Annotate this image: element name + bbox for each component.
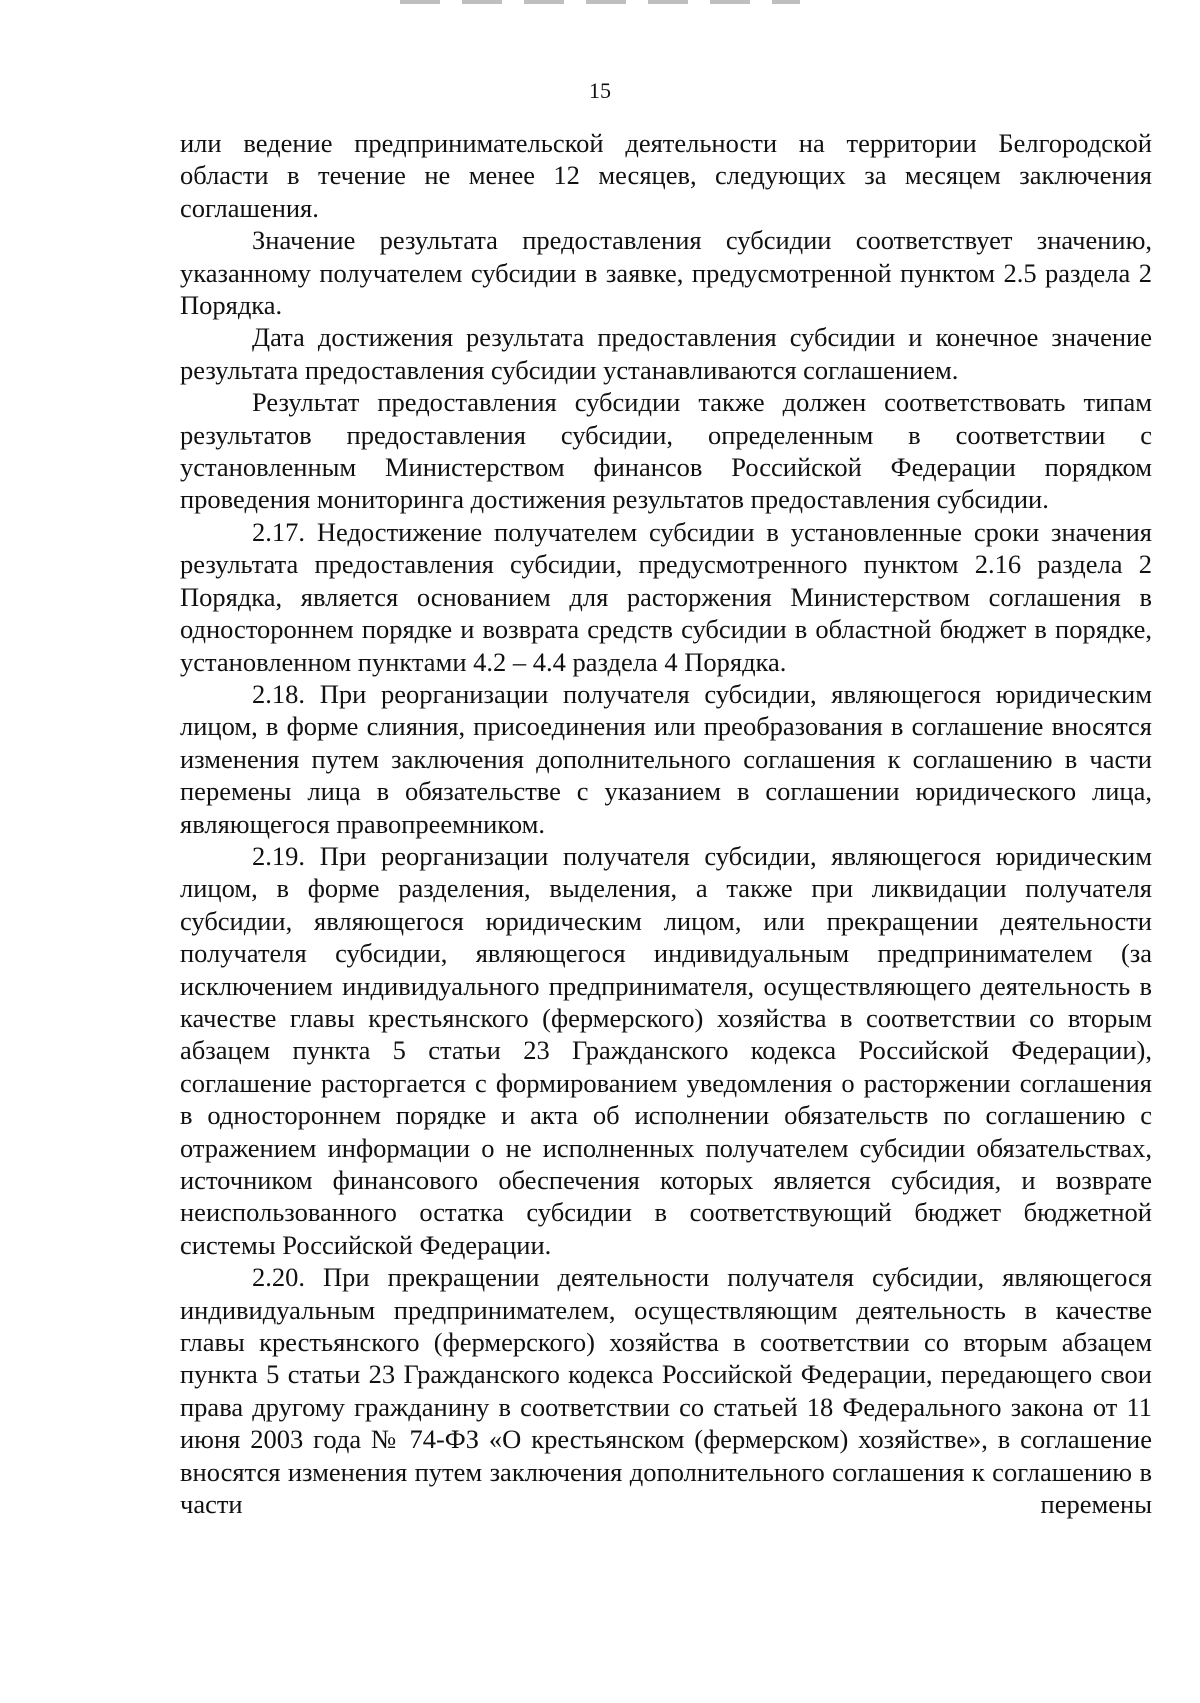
paragraph-2-17: 2.17. Недостижение получателем субсидии в установленные сроки значения результата предоставления субсидии, предусмотренного пунктом 2.16 раздела 2 Порядка, является основанием для расторжения Министерством соглашения в одностороннем порядке и возврата средств субсидии в областной бюджет в порядке, установленном пунктами 4.2 – 4.4 раздела 4 Порядка.: [180, 516, 1152, 677]
paragraph-result-value: Значение результата предоставления субсидии соответствует значению, указанному получателем субсидии в заявке, предусмотренной пунктом 2.5 раздела 2 Порядка.: [180, 225, 1152, 321]
scan-artifact: [400, 0, 800, 4]
paragraph-2-20: 2.20. При прекращении деятельности получателя субсидии, являющегося индивидуальным предпринимателем, осуществляющим деятельность в качестве главы крестьянского (фермерского) хозяйства в соответствии со вторым абзацем пункта 5 статьи 23 Гражданского кодекса Российской Федерации, передающего свои права другому гражданину в соответствии со статьей 18 Федерального закона от 11 июня 2003 года № 74-ФЗ «О крестьянском (фермерском) хозяйстве», в соглашение вносятся изменения путем заключения дополнительного соглашения к соглашению в части перемены: [180, 1262, 1152, 1520]
document-body: [180, 127, 1152, 1520]
paragraph-result-types: Результат предоставления субсидии также должен соответствовать типам результатов предоставления субсидии, определенным в соответствии с установленным Министерством финансов Российской Федерации порядком проведения мониторинга достижения результатов предоставления субсидии.: [180, 387, 1152, 515]
paragraph-2-18: 2.18. При реорганизации получателя субсидии, являющегося юридическим лицом, в форме слияния, присоединения или преобразования в соглашение вносятся изменения путем заключения дополнительного соглашения к соглашению в части перемены лица в обязательстве с указанием в соглашении юридического лица, являющегося правопреемником.: [180, 678, 1152, 839]
page-number: 15: [589, 78, 611, 103]
paragraph-2-19: 2.19. При реорганизации получателя субсидии, являющегося юридическим лицом, в форме разделения, выделения, а также при ликвидации получателя субсидии, являющегося юридическим лицом, или прекращении деятельности получателя субсидии, являющегося индивидуальным предпринимателем (за исключением индивидуального предпринимателя, осуществляющего деятельность в качестве главы крестьянского (фермерского) хозяйства в соответствии со вторым абзацем пункта 5 статьи 23 Гражданского кодекса Российской Федерации), соглашение расторгается с формированием уведомления о расторжении соглашения в одностороннем порядке и акта об исполнении обязательств по соглашению с отражением информации о не исполненных получателем субсидии обязательствах, источником финансового обеспечения которых является субсидия, и возврате неиспользованного остатка субсидии в соответствующий бюджет бюджетной системы Российской Федерации.: [180, 840, 1152, 1260]
paragraph-continuation: или ведение предпринимательской деятельности на территории Белгородской области в течение не менее 12 месяцев, следующих за месяцем заключения соглашения.: [180, 128, 1152, 223]
paragraph-result-date: Дата достижения результата предоставления субсидии и конечное значение результата предоставления субсидии устанавливаются соглашением.: [180, 322, 1152, 385]
